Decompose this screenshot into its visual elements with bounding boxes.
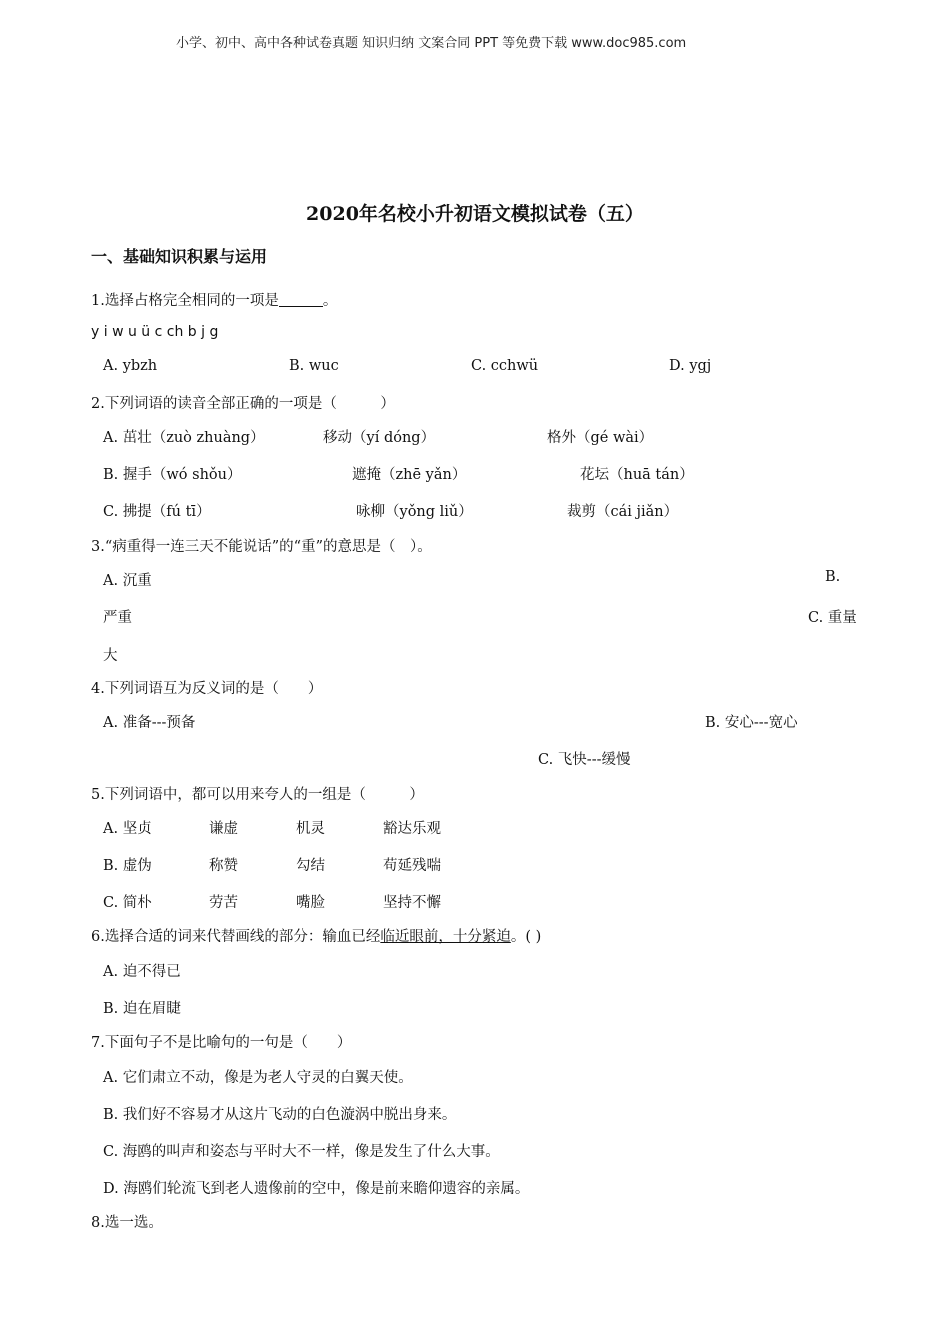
question-4-option-a: A. 准备---预备 — [103, 715, 196, 731]
section-heading: 一、基础知识积累与运用 — [91, 247, 268, 266]
question-2-option-b-word2: 遮掩（zhē yǎn） — [352, 467, 467, 483]
question-6-stem — [91, 925, 541, 946]
question-2-option-c-word2: 咏柳（yǒng liǔ） — [356, 504, 473, 520]
question-1-option-d: D. ygj — [669, 358, 712, 374]
question-5-option-b-word1: B. 虚伪 — [103, 858, 152, 874]
question-2-option-a-word3: 格外（gé wài） — [547, 430, 654, 446]
question-5-option-c-word3: 嘴脸 — [296, 895, 325, 911]
question-2-option-a-word1: A. 茁壮（zuò zhuàng） — [103, 430, 265, 446]
question-7-stem: 7.下面句子不是比喻句的一句是（ ） — [91, 1035, 352, 1051]
question-6-option-a: A. 迫不得已 — [103, 964, 181, 980]
question-1-letters: y i w u ü c ch b j g — [91, 324, 219, 340]
question-3-option-b-label: B. — [825, 569, 841, 585]
question-7-option-d: D. 海鸥们轮流飞到老人遗像前的空中，像是前来瞻仰遗容的亲属。 — [103, 1181, 530, 1197]
question-2-option-c-word3: 裁剪（cái jiǎn） — [567, 504, 679, 520]
question-3-stem: 3.“病重得一连三天不能说话”的“重”的意思是（ ）。 — [91, 539, 432, 555]
question-7-option-a: A. 它们肃立不动，像是为老人守灵的白翼天使。 — [103, 1070, 413, 1086]
question-3-option-a: A. 沉重 — [103, 573, 152, 589]
question-6-option-b: B. 迫在眉睫 — [103, 1001, 181, 1017]
question-5-option-a-word4: 豁达乐观 — [383, 821, 441, 837]
page-header: 小学、初中、高中各种试卷真题 知识归纳 文案合同 PPT 等免费下载 www.doc985.com — [176, 36, 687, 51]
question-3-option-c: C. 重量 — [808, 610, 857, 626]
question-2-option-a-word2: 移动（yí dóng） — [323, 430, 436, 446]
question-1-stem-end: 。 — [322, 293, 338, 309]
question-2-stem: 2.下列词语的读音全部正确的一项是（ ） — [91, 396, 395, 412]
page-title: 2020年名校小升初语文模拟试卷（五） — [306, 203, 644, 225]
question-2-option-b-word3: 花坛（huā tán） — [580, 467, 694, 483]
question-8-stem: 8.选一选。 — [91, 1215, 163, 1231]
question-2-option-c-word1: C. 拂提（fú tī） — [103, 504, 211, 520]
question-5-option-b-word4: 苟延残喘 — [383, 858, 441, 874]
question-6-underlined-phrase: 临近眼前，十分紧迫 — [380, 929, 511, 945]
question-5-option-b-word2: 称赞 — [209, 858, 238, 874]
question-5-option-c-word4: 坚持不懈 — [383, 895, 441, 911]
question-4-option-b: B. 安心---宽心 — [705, 715, 798, 731]
question-6-stem-end: 。( ) — [510, 929, 542, 945]
question-1-option-c: C. cchwü — [471, 358, 539, 374]
question-7-option-b: B. 我们好不容易才从这片飞动的白色漩涡中脱出身来。 — [103, 1107, 457, 1123]
question-1-stem-text: 1.选择占格完全相同的一项是 — [91, 293, 279, 309]
question-5-option-b-word3: 勾结 — [296, 858, 325, 874]
question-6-stem-text: 6.选择合适的词来代替画线的部分：输血已经 — [91, 929, 381, 945]
question-5-stem: 5.下列词语中，都可以用来夸人的一组是（ ） — [91, 787, 424, 803]
question-3-option-c-continued: 大 — [103, 648, 118, 664]
question-4-stem: 4.下列词语互为反义词的是（ ） — [91, 681, 323, 697]
question-4-option-c: C. 飞快---缓慢 — [538, 752, 631, 768]
question-1-option-a: A. ybzh — [103, 358, 158, 374]
question-7-option-c: C. 海鸥的叫声和姿态与平时大不一样，像是发生了什么大事。 — [103, 1144, 500, 1160]
answer-blank — [279, 292, 323, 307]
question-3-option-b-text: 严重 — [103, 610, 132, 626]
question-5-option-a-word1: A. 坚贞 — [103, 821, 152, 837]
question-1-option-b: B. wuc — [289, 358, 339, 374]
question-5-option-c-word2: 劳苦 — [209, 895, 238, 911]
question-5-option-c-word1: C. 简朴 — [103, 895, 152, 911]
question-1-stem — [91, 289, 337, 310]
question-5-option-a-word2: 谦虚 — [209, 821, 238, 837]
question-5-option-a-word3: 机灵 — [296, 821, 325, 837]
question-2-option-b-word1: B. 握手（wó shǒu） — [103, 467, 242, 483]
